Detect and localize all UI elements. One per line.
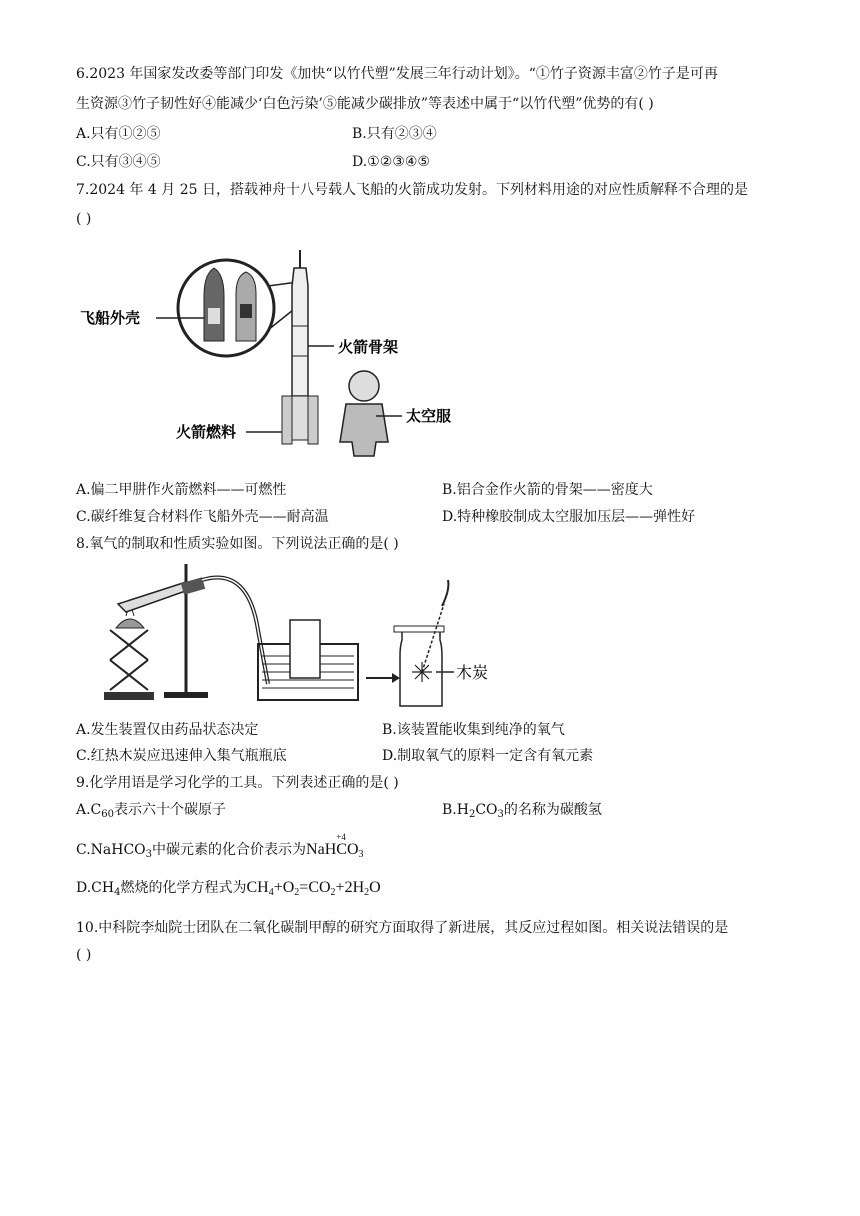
oxygen-apparatus-figure xyxy=(98,560,498,710)
eq-o2-sub: 2 xyxy=(294,887,300,898)
eq-co2-sub: 2 xyxy=(330,887,336,898)
q9-option-d xyxy=(76,878,381,903)
label-ship-shell: 飞船外壳 xyxy=(80,309,141,327)
arrow-icon xyxy=(392,673,400,683)
q9-a-post: 表示六十个碳原子 xyxy=(114,802,227,818)
q6-option-c: C.只有③④⑤ xyxy=(76,154,161,170)
eq-o2: +O xyxy=(273,879,295,896)
q9-b-mid: CO xyxy=(475,802,498,818)
lab-jack-icon xyxy=(104,692,154,700)
q9-d-sub: 4 xyxy=(114,887,121,898)
spacesuit-icon xyxy=(340,404,388,456)
alcohol-lamp-icon xyxy=(116,619,144,628)
q9-c-formula-pre: NaH xyxy=(306,841,337,858)
q8-option-a: A.发生装置仅由药品状态决定 xyxy=(76,722,259,738)
q8-option-c: C.红热木炭应迅速伸入集气瓶瓶底 xyxy=(76,748,287,764)
q7-stem-line1: 7.2024 年 4 月 25 日，搭载神舟十八号载人飞船的火箭成功发射。下列材料用途的对应性质解释不合理的是 xyxy=(76,182,748,198)
q9-b-sub2: 3 xyxy=(497,809,504,820)
q6-option-d: D.①②③④⑤ xyxy=(352,154,430,170)
q9-d-post: 燃烧的化学方程式为 xyxy=(120,880,247,896)
eq-h2: +2H xyxy=(335,879,365,896)
eq-co2: =CO xyxy=(299,879,331,896)
q9-c-sub: 3 xyxy=(145,849,153,860)
q9-a-pre: A.C xyxy=(76,802,102,818)
q6-option-a: A.只有①②⑤ xyxy=(76,126,161,142)
q10-stem-line2: ( ) xyxy=(76,947,92,963)
q9-c-formula-carbon xyxy=(336,832,347,860)
q7-option-d: D.特种橡胶制成太空服加压层——弹性好 xyxy=(442,509,696,525)
q9-c-formula-o: O xyxy=(346,841,359,858)
burning-charcoal-icon xyxy=(412,662,432,682)
capsule-left-icon xyxy=(204,268,224,341)
q8-stem: 8.氧气的制取和性质实验如图。下列说法正确的是( ) xyxy=(76,536,399,552)
label-rocket-fuel: 火箭燃料 xyxy=(176,423,237,441)
label-rocket-frame: 火箭骨架 xyxy=(338,338,399,356)
q9-option-c xyxy=(76,832,364,865)
eq-ch: CH xyxy=(246,879,269,896)
eq-ch-sub: 4 xyxy=(268,887,274,898)
eq-o: O xyxy=(369,879,381,896)
eq-h2-sub: 2 xyxy=(364,887,370,898)
q9-c-formula-c: C xyxy=(336,841,347,858)
q9-c-formula-sub: 3 xyxy=(358,849,364,860)
q9-b-post: 的名称为碳酸氢 xyxy=(503,802,602,818)
q9-c-post: 中碳元素的化合价表示为 xyxy=(152,842,307,858)
q8-option-d: D.制取氧气的原料一定含有氧元素 xyxy=(382,748,594,764)
q9-b-pre: B.H xyxy=(442,802,469,818)
q8-option-b: B.该装置能收集到纯净的氧气 xyxy=(382,722,565,738)
gas-bottle-inverted-icon xyxy=(290,620,320,678)
q9-c-charge: +4 xyxy=(336,832,346,842)
q9-d-pre: D.CH xyxy=(76,880,115,896)
q9-d-equation xyxy=(246,879,380,896)
q9-b-sub1: 2 xyxy=(468,809,476,820)
q7-stem-line2: ( ) xyxy=(76,211,92,227)
rocket-icon xyxy=(292,268,308,396)
q6-stem-line2: 生资源③竹子韧性好④能减少‘白色污染’⑤能减少碳排放”等表述中属于“以竹代塑”优势的有( ) xyxy=(76,96,654,112)
q9-option-b xyxy=(442,800,602,825)
q9-option-a xyxy=(76,800,226,825)
q9-c-formula xyxy=(306,832,364,860)
q7-option-a: A.偏二甲肼作火箭燃料——可燃性 xyxy=(76,482,287,498)
gas-bottle-icon xyxy=(400,630,442,706)
q9-a-sub: 60 xyxy=(101,809,115,820)
astronaut-helmet-icon xyxy=(349,371,379,401)
q9-c-pre: C.NaHCO xyxy=(76,842,146,858)
q10-stem-line1: 10.中科院李灿院士团队在二氧化碳制甲醇的研究方面取得了新进展，其反应过程如图。相关说法错误的是 xyxy=(76,920,729,936)
q9-stem: 9.化学用语是学习化学的工具。下列表述正确的是( ) xyxy=(76,775,399,791)
q6-stem-line1: 6.2023 年国家发改委等部门印发《加快“以竹代塑”发展三年行动计划》。“①竹子资源丰富②竹子是可再 xyxy=(76,66,718,82)
magnifier-circle xyxy=(178,260,274,356)
q6-option-b: B.只有②③④ xyxy=(352,126,437,142)
label-spacesuit: 太空服 xyxy=(406,407,452,425)
rocket-figure xyxy=(76,246,476,468)
q7-option-c: C.碳纤维复合材料作飞船外壳——耐高温 xyxy=(76,509,329,525)
q7-option-b: B.铝合金作火箭的骨架——密度大 xyxy=(442,482,653,498)
label-charcoal: 木炭 xyxy=(456,663,489,682)
